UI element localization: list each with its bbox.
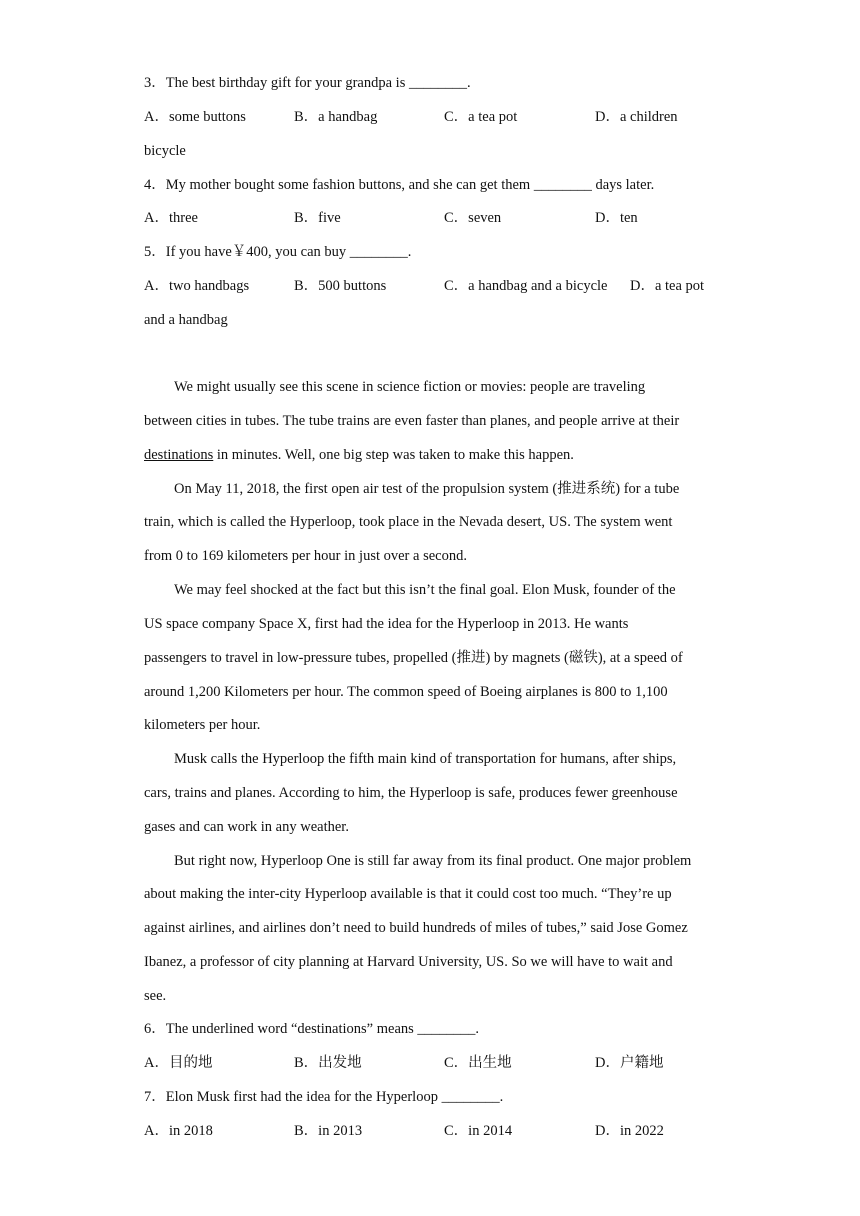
question-3-option-d-continued: bicycle	[144, 143, 186, 159]
question-7-stem: 7．Elon Musk first had the idea for the Hyperloop ________.	[144, 1089, 504, 1105]
question-3-option-a: A．some buttons	[144, 109, 246, 125]
question-5-option-c: C．a handbag and a bicycle	[444, 278, 608, 294]
question-4-option-a: A．three	[144, 210, 198, 226]
question-6-option-c: C．出生地	[444, 1055, 512, 1071]
passage-p5-line5: see.	[144, 988, 167, 1004]
passage-p5-line3: against airlines, and airlines don’t need to build hundreds of miles of tubes,” said Jose Gomez	[144, 920, 688, 936]
passage-p5-line1: But right now, Hyperloop One is still far away from its final product. One major problem	[174, 853, 692, 869]
question-3-option-d: D．a children	[595, 109, 678, 125]
question-5-option-d-continued: and a handbag	[144, 312, 228, 328]
question-4-option-c: C．seven	[444, 210, 502, 226]
question-3-stem: 3．The best birthday gift for your grandpa is ________.	[144, 75, 471, 91]
passage-p1-line3	[144, 445, 574, 465]
question-7-option-d: D．in 2022	[595, 1123, 664, 1139]
passage-p3-line5: kilometers per hour.	[144, 717, 261, 733]
passage-p3-line1: We may feel shocked at the fact but this isn’t the final goal. Elon Musk, founder of the	[174, 582, 676, 598]
question-4-option-d: D．ten	[595, 210, 638, 226]
passage-p5-line4: Ibanez, a professor of city planning at Harvard University, US. So we will have to wait and	[144, 954, 673, 970]
passage-p1-line2: between cities in tubes. The tube trains are even faster than planes, and people arrive at their	[144, 413, 680, 429]
passage-p2-line3: from 0 to 169 kilometers per hour in just over a second.	[144, 548, 467, 564]
passage-p3-line3: passengers to travel in low-pressure tubes, propelled (推进) by magnets (磁铁), at a speed of	[144, 650, 683, 666]
question-7-option-b: B．in 2013	[294, 1123, 363, 1139]
question-3-option-c: C．a tea pot	[444, 109, 518, 125]
passage-p4-line1: Musk calls the Hyperloop the fifth main kind of transportation for humans, after ships,	[174, 751, 677, 767]
passage-p4-line2: cars, trains and planes. According to him, the Hyperloop is safe, produces fewer greenhouse	[144, 785, 678, 801]
passage-p3-line4: around 1,200 Kilometers per hour. The common speed of Boeing airplanes is 800 to 1,100	[144, 684, 668, 700]
question-5-option-d: D．a tea pot	[630, 278, 705, 294]
question-6-option-a: A．目的地	[144, 1055, 213, 1071]
passage-p2-line1: On May 11, 2018, the first open air test of the propulsion system (推进系统) for a tube	[174, 481, 680, 497]
question-5-option-a: A．two handbags	[144, 278, 250, 294]
question-4-option-b: B．five	[294, 210, 341, 226]
passage-p2-line2: train, which is called the Hyperloop, took place in the Nevada desert, US. The system went	[144, 514, 673, 530]
question-7-option-a: A．in 2018	[144, 1123, 213, 1139]
question-6-option-b: B．出发地	[294, 1055, 362, 1071]
passage-p1-line1: We might usually see this scene in science fiction or movies: people are traveling	[174, 379, 646, 395]
passage-p3-line2: US space company Space X, first had the idea for the Hyperloop in 2013. He wants	[144, 616, 629, 632]
passage-p4-line3: gases and can work in any weather.	[144, 819, 349, 835]
underlined-word-destinations: destinations	[144, 447, 214, 463]
question-7-option-c: C．in 2014	[444, 1123, 513, 1139]
passage-p5-line2: about making the inter-city Hyperloop available is that it could cost too much. “They’re up	[144, 886, 672, 902]
question-4-stem: 4．My mother bought some fashion buttons, and she can get them ________ days later.	[144, 177, 655, 193]
question-6-stem: 6．The underlined word “destinations” means ________.	[144, 1021, 480, 1037]
question-5-stem: 5．If you have￥400, you can buy ________.	[144, 244, 412, 260]
question-5-option-b: B．500 buttons	[294, 278, 387, 294]
question-3-option-b: B．a handbag	[294, 109, 378, 125]
passage-p1-line3-rest: in minutes. Well, one big step was taken to make this happen.	[213, 447, 574, 463]
question-6-option-d: D．户籍地	[595, 1055, 664, 1071]
